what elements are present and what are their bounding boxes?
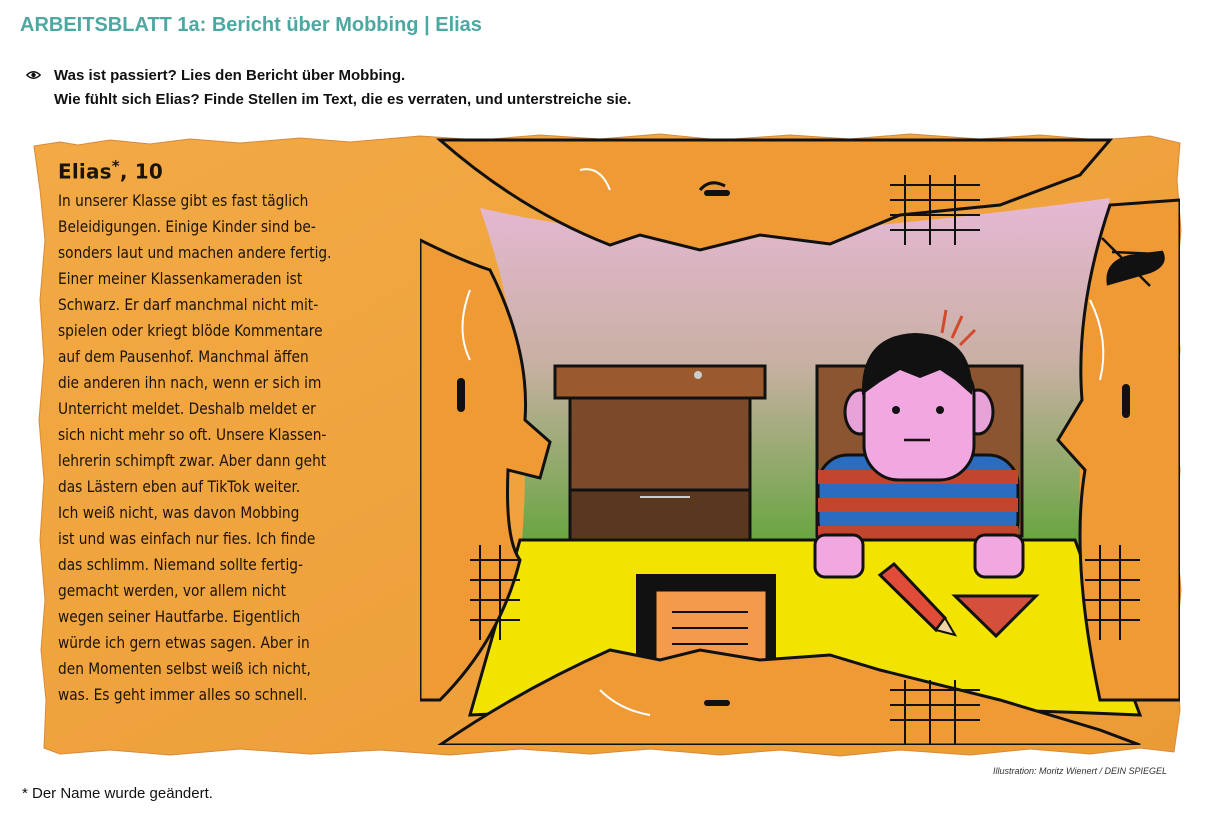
story-line: Schwarz. Er darf manchmal nicht mit- (58, 294, 319, 314)
story-line: was. Es geht immer alles so schnell. (58, 684, 308, 704)
illustration-credit: Illustration: Moritz Wienert / DEIN SPIEGEL (993, 766, 1167, 776)
story-heading (58, 157, 388, 184)
story-line: sonders laut und machen andere fertig. (58, 242, 332, 262)
story-line: die anderen ihn nach, wenn er sich im (58, 372, 322, 392)
story-asterisk: * (111, 157, 120, 175)
story-line: den Momenten selbst weiß ich nicht, (58, 658, 311, 678)
story-line: In unserer Klasse gibt es fast täglich (58, 190, 309, 210)
story-line: wegen seiner Hautfarbe. Eigentlich (58, 606, 301, 626)
story-text-block (58, 157, 388, 708)
story-line: lehrerin schimpft zwar. Aber dann geht (58, 450, 327, 470)
story-line: Unterricht meldet. Deshalb meldet er (58, 398, 316, 418)
story-line: das schlimm. Niemand sollte fertig- (58, 554, 303, 574)
story-line: würde ich gern etwas sagen. Aber in (58, 632, 310, 652)
story-line: gemacht werden, vor allem nicht (58, 580, 287, 600)
story-age: , 10 (119, 159, 164, 184)
story-line: das Lästern eben auf TikTok weiter. (58, 476, 301, 496)
story-line: Ich weiß nicht, was davon Mobbing (58, 502, 300, 522)
story-line: auf dem Pausenhof. Manchmal äffen (58, 346, 309, 366)
story-line: sich nicht mehr so oft. Unsere Klassen- (58, 424, 327, 444)
story-line: Beleidigungen. Einige Kinder sind be- (58, 216, 316, 236)
story-line: Einer meiner Klassenkameraden ist (58, 268, 303, 288)
footnote: * Der Name wurde geändert. (22, 785, 213, 802)
story-line: spielen oder kriegt blöde Kommentare (58, 320, 323, 340)
story-line: ist und was einfach nur fies. Ich finde (58, 528, 316, 548)
task-line-2: Wie fühlt sich Elias? Finde Stellen im Text, die es verraten, und unterstreiche sie. (54, 91, 632, 108)
task-line-1: Was ist passiert? Lies den Bericht über Mobbing. (54, 67, 406, 84)
story-name: Elias (58, 159, 112, 184)
worksheet-title: ARBEITSBLATT 1a: Bericht über Mobbing | Elias (20, 14, 482, 36)
cabinet-illustration (555, 366, 765, 540)
